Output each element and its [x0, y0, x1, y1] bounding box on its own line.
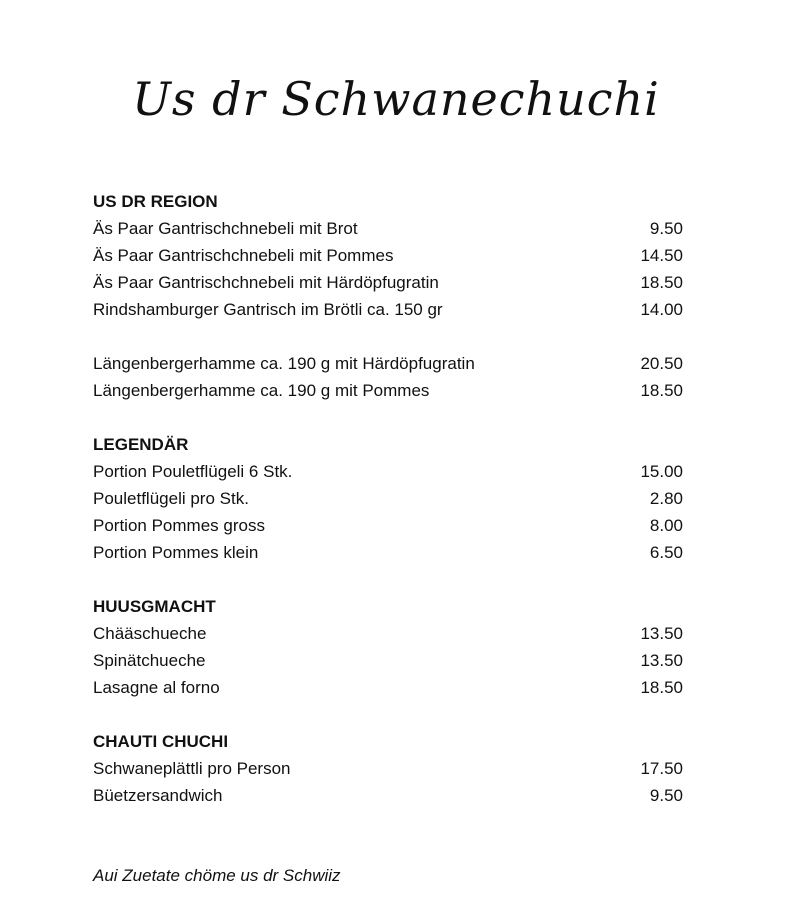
menu-item-price: 9.50	[649, 786, 683, 805]
menu-item	[93, 485, 683, 512]
menu-item	[93, 377, 683, 404]
menu-item-price: 14.50	[640, 246, 683, 265]
menu-item-name: Lasagne al forno	[93, 678, 220, 697]
menu-item-price: 8.00	[649, 516, 683, 535]
menu-item	[93, 458, 683, 485]
menu-item-name: Portion Pommes gross	[93, 516, 265, 535]
menu-item	[93, 620, 683, 647]
section-heading: US DR REGION	[93, 192, 218, 211]
section-us-dr-region	[93, 188, 683, 323]
menu-item	[93, 215, 683, 242]
menu-item-name: Portion Pouletflügeli 6 Stk.	[93, 462, 293, 481]
menu-item	[93, 242, 683, 269]
menu-item-price: 13.50	[640, 624, 683, 643]
menu-item	[93, 296, 683, 323]
menu-item-price: 6.50	[649, 543, 683, 562]
menu-item-name: Längenbergerhamme ca. 190 g mit Pommes	[93, 381, 430, 400]
menu-item-price: 2.80	[649, 489, 683, 508]
menu-item-name: Äs Paar Gantrischchnebeli mit Pommes	[93, 246, 394, 265]
menu-item-name: Spinätchueche	[93, 651, 206, 670]
menu-item-name: Längenbergerhamme ca. 190 g mit Härdöpfugratin	[93, 354, 475, 373]
section-heading: CHAUTI CHUCHI	[93, 732, 229, 751]
menu-item-price: 17.50	[640, 759, 683, 778]
section-huusgmacht	[93, 593, 683, 701]
menu-item	[93, 647, 683, 674]
menu-item-name: Pouletflügeli pro Stk.	[93, 489, 249, 508]
menu-item-price: 14.00	[640, 300, 683, 319]
menu-item-name: Portion Pommes klein	[93, 543, 259, 562]
section-legendaer	[93, 431, 683, 566]
section-heading: HUUSGMACHT	[93, 597, 216, 616]
menu-item-name: Schwaneplättli pro Person	[93, 759, 291, 778]
menu-item	[93, 782, 683, 809]
menu-item	[93, 350, 683, 377]
section-heading: LEGENDÄR	[93, 435, 189, 454]
menu-item-price: 18.50	[640, 381, 683, 400]
menu-item-price: 18.50	[640, 678, 683, 697]
footer-note: Aui Zuetate chöme us dr Schwiiz	[93, 866, 341, 885]
menu-item	[93, 269, 683, 296]
section-chauti-chuchi	[93, 728, 683, 809]
section-laengenberger	[93, 350, 683, 404]
menu-item-price: 13.50	[640, 651, 683, 670]
menu-item-price: 9.50	[649, 219, 683, 238]
menu-list	[93, 188, 683, 836]
menu-item	[93, 755, 683, 782]
menu-item	[93, 674, 683, 701]
menu-item-name: Äs Paar Gantrischchnebeli mit Brot	[93, 219, 358, 238]
menu-item-price: 20.50	[640, 354, 683, 373]
menu-item-price: 18.50	[640, 273, 683, 292]
menu-item-price: 15.00	[640, 462, 683, 481]
menu-item-name: Äs Paar Gantrischchnebeli mit Härdöpfugratin	[93, 273, 439, 292]
menu-title: Us dr Schwanechuchi	[132, 72, 660, 126]
menu-item-name: Chääschueche	[93, 624, 207, 643]
menu-item-name: Rindshamburger Gantrisch im Brötli ca. 150 gr	[93, 300, 443, 319]
menu-item-name: Büetzersandwich	[93, 786, 223, 805]
menu-item	[93, 512, 683, 539]
menu-item	[93, 539, 683, 566]
